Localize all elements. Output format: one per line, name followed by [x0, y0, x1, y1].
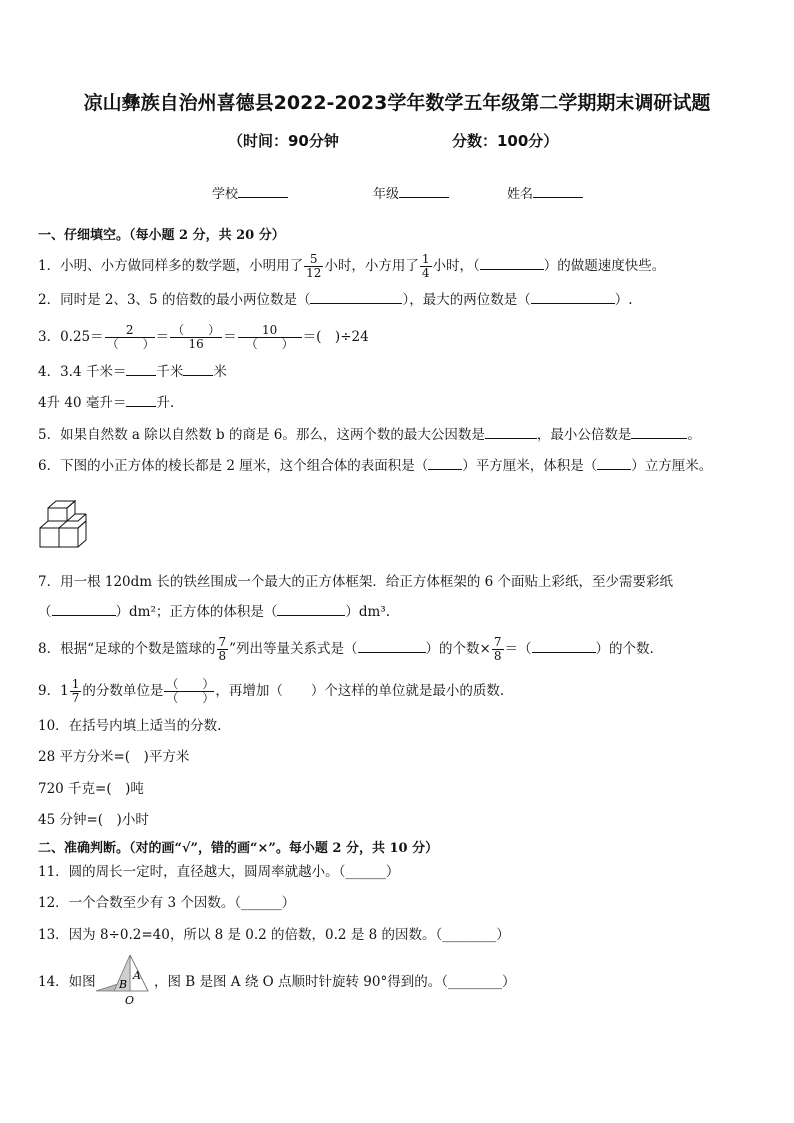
question-4: 4．3.4 千米＝ 千米 米	[38, 364, 227, 380]
question-7: 7．用一根 120dm 长的铁丝围成一个最大的正方体框架．给正方体框架的 6 个面贴上彩纸，至少需要彩纸	[38, 574, 674, 590]
exam-time: （时间：90分钟	[228, 132, 339, 150]
answer-blank[interactable]	[126, 375, 156, 376]
question-10: 10．在括号内填上适当的分数.	[38, 718, 222, 734]
answer-blank[interactable]	[358, 652, 426, 653]
label-b: B	[119, 978, 128, 991]
answer-blank[interactable]	[597, 469, 631, 470]
question-10a: 28 平方分米=( )平方米	[38, 749, 190, 765]
question-12: 12．一个合数至少有 3 个因数。（______）	[38, 895, 296, 911]
cube-figure	[36, 494, 96, 550]
question-6: 6．下图的小正方体的棱长都是 2 厘米，这个组合体的表面积是（ ）平方厘米，体积是（ ）立方厘米。	[38, 458, 713, 474]
answer-blank[interactable]	[531, 303, 615, 304]
question-4b: 4升 40 毫升＝ 升.	[38, 395, 175, 411]
question-1: 1．小明、小方做同样多的数学题，小明用了 $\frac{5}{12}$ 小时，小方用了 $\frac{1}{4}$ 小时，（ ）的做题速度快些。	[38, 252, 666, 280]
question-13: 13．因为 8÷0.2=40，所以 8 是 0.2 的倍数，0.2 是 8 的因数。（________）	[38, 927, 510, 943]
answer-blank[interactable]	[631, 438, 687, 439]
question-2: 2．同时是 2、3、5 的倍数的最小两位数是（ ），最大的两位数是（ ）.	[38, 292, 633, 308]
section-1-heading: 一、仔细填空。（每小题 2 分，共 20 分）	[38, 228, 285, 243]
answer-blank[interactable]	[480, 269, 544, 270]
question-9: 9．1 $\frac{1}{7}$ 的分数单位是 $\frac{( )}{( )}$ ，再增加（ ）个这样的单位就是最小的质数.	[38, 677, 505, 705]
label-o: O	[125, 994, 135, 1007]
answer-blank[interactable]	[52, 615, 116, 616]
name-field[interactable]: 姓名	[507, 183, 583, 202]
answer-blank[interactable]	[310, 303, 402, 304]
question-7-answers: （ ）dm²；正方体的体积是（ ）dm³.	[38, 604, 391, 620]
grade-field[interactable]: 年级	[373, 183, 449, 202]
question-14: ，图 B 是图 A 绕 O 点顺时针旋转 90°得到的。（________）	[154, 974, 516, 990]
page-title: 凉山彝族自治州喜德县2022-2023学年数学五年级第二学期期末调研试题	[83, 92, 711, 114]
answer-blank[interactable]	[532, 652, 596, 653]
school-field[interactable]: 学校	[212, 183, 288, 202]
question-10c: 45 分钟=( )小时	[38, 812, 149, 828]
question-8: 8．根据“足球的个数是篮球的 $\frac{7}{8}$ ”列出等量关系式是（ ）的个数× $\frac{7}{8}$ ＝（ ）的个数.	[38, 635, 654, 663]
question-5: 5．如果自然数 a 除以自然数 b 的商是 6。那么，这两个数的最大公因数是 ，最小公倍数是 。	[38, 427, 701, 443]
answer-blank[interactable]	[485, 438, 537, 439]
label-a: A	[133, 969, 141, 982]
question-10b: 720 千克=( )吨	[38, 781, 144, 797]
rotation-figure	[94, 950, 154, 1008]
section-2-heading: 二、准确判断。（对的画“√”，错的画“×”。每小题 2 分，共 10 分）	[38, 841, 439, 856]
question-3: 3．0.25＝ $\frac{2}{( )}$ ＝ $\frac{( )}{16}$ ＝ $\frac{10}{( )}$ ＝( )÷24	[38, 323, 369, 351]
answer-blank[interactable]	[428, 469, 462, 470]
answer-blank[interactable]	[126, 406, 156, 407]
answer-blank[interactable]	[277, 615, 345, 616]
question-11: 11．圆的周长一定时，直径越大，圆周率就越小。（______）	[38, 864, 400, 880]
answer-blank[interactable]	[183, 375, 213, 376]
exam-score: 分数：100分）	[452, 132, 559, 150]
question-14-label: 14．如图	[38, 974, 96, 990]
